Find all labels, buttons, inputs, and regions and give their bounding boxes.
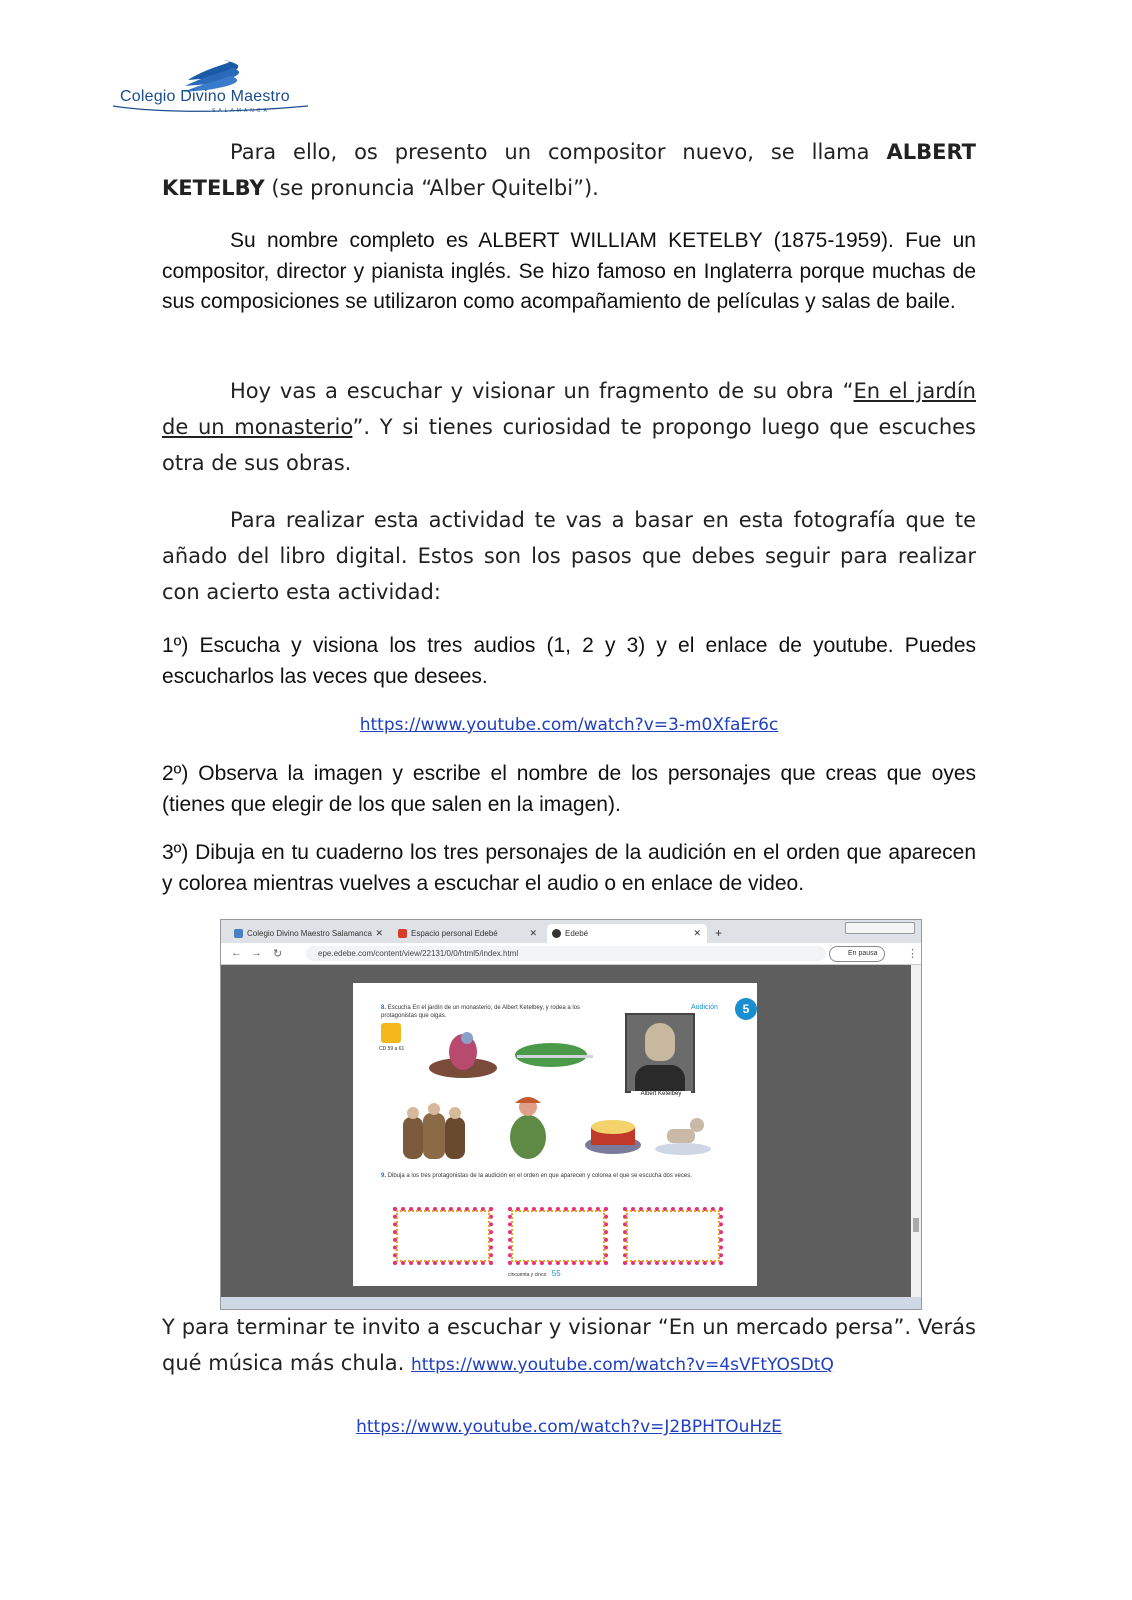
close-icon[interactable]: ✕ xyxy=(375,928,383,938)
photo-caption: Albert Ketelbey xyxy=(631,1091,691,1100)
browser-tab-bar xyxy=(221,920,921,943)
new-tab-button[interactable]: + xyxy=(715,926,723,940)
school-city: SALAMANCA xyxy=(212,108,270,114)
audio-reference: CD 59 a 61 xyxy=(379,1046,405,1052)
composer-photo xyxy=(625,1013,695,1093)
bird-illustration xyxy=(423,1028,499,1080)
flute-illustration xyxy=(513,1041,595,1071)
work-title: En el jardín de un monasterio xyxy=(162,379,976,439)
step-2: 2º) Observa la imagen y escribe el nombre de los personajes que creas que oyes (tienes que elegir de los que salen en la imagen). xyxy=(162,762,976,816)
exercise-8: 8. Escucha En el jardín de un monasterio, de Albert Ketelbey, y rodea a los protagonistas que oigas. xyxy=(381,1005,581,1019)
edebe-icon xyxy=(398,929,407,938)
drawing-frame-2 xyxy=(508,1207,608,1265)
drawing-frame-3 xyxy=(623,1207,723,1265)
monks-illustration xyxy=(393,1103,483,1163)
intro-text-1: Para ello, os presento un compositor nuevo, se llama xyxy=(230,140,887,164)
address-bar xyxy=(221,943,921,965)
closing-paragraph xyxy=(162,1309,976,1383)
taskbar xyxy=(221,1297,921,1309)
listen-text-2: ”. Y si tienes curiosidad te propongo luego que escuches otra de sus obras. xyxy=(162,415,976,475)
window-controls[interactable] xyxy=(845,922,915,934)
exercise-9: 9. Dibuja a los tres protagonistas de la audición en el orden en que aparecen y colorea el que se escucha dos veces. xyxy=(381,1173,692,1179)
url-input[interactable]: epe.edebe.com/content/view/22131/0/0/html5/index.html xyxy=(306,946,826,961)
section-label: Audición xyxy=(691,1004,718,1011)
youtube-link-3[interactable]: https://www.youtube.com/watch?v=J2BPHTOuHzE xyxy=(356,1417,782,1437)
drum-illustration xyxy=(583,1115,643,1155)
intro-paragraph xyxy=(162,134,976,206)
audio-play-icon[interactable] xyxy=(381,1023,401,1043)
school-name: Colegio Divino Maestro xyxy=(120,88,290,105)
close-icon[interactable]: ✕ xyxy=(529,928,537,938)
scrollbar[interactable] xyxy=(911,965,921,1309)
page-footer: cincuenta y cinco 55 xyxy=(508,1269,561,1278)
bio-paragraph: Su nombre completo es ALBERT WILLIAM KETELBY (1875-1959). Fue un compositor, director y pianista inglés. Se hizo famoso en Inglaterra porque muchas de sus composiciones se utilizaron como acompañamiento de películas y salas de baile. xyxy=(162,229,976,313)
composer-name: ALBERT KETELBY xyxy=(162,140,976,200)
tab-colegio[interactable]: Colegio Divino Maestro Salamanca ✕ xyxy=(229,924,389,943)
logo-icon xyxy=(234,929,243,938)
dog-illustration xyxy=(653,1111,713,1155)
activity-intro: Para realizar esta actividad te vas a basar en esta fotografía que te añado del libro digital. Estos son los pasos que debes seguir para realizar con acierto esta actividad: xyxy=(162,508,976,604)
youtube-link-2[interactable]: https://www.youtube.com/watch?v=4sVFtYOSDtQ xyxy=(411,1355,834,1375)
globe-icon xyxy=(552,929,561,938)
drawing-frame-1 xyxy=(393,1207,493,1265)
profile-pause-button[interactable]: En pausa xyxy=(829,946,885,962)
forward-icon[interactable]: → xyxy=(251,947,262,959)
closing-text: Y para terminar te invito a escuchar y visionar “En un mercado persa”. Verás qué música más chula. xyxy=(162,1315,976,1375)
reload-icon[interactable]: ↻ xyxy=(273,948,283,960)
woman-illustration xyxy=(503,1093,553,1163)
step-3: 3º) Dibuja en tu cuaderno los tres personajes de la audición en el orden que aparecen y colorea mientras vuelves a escuchar el audio o en enlace de video. xyxy=(162,841,976,895)
back-icon[interactable]: ← xyxy=(231,947,242,959)
listen-paragraph xyxy=(162,373,976,481)
youtube-link-1[interactable]: https://www.youtube.com/watch?v=3-m0XfaEr6c xyxy=(359,715,779,735)
unit-badge: 5 xyxy=(735,998,757,1020)
step-1: 1º) Escucha y visiona los tres audios (1, 2 y 3) y el enlace de youtube. Puedes escucharlos las veces que desees. xyxy=(162,634,976,688)
tab-espacio[interactable]: Espacio personal Edebé ✕ xyxy=(393,924,543,943)
tab-edebe[interactable]: Edebé ✕ xyxy=(547,924,707,943)
close-icon[interactable]: ✕ xyxy=(693,928,701,938)
textbook-page xyxy=(353,983,757,1286)
browser-screenshot xyxy=(220,919,922,1310)
menu-icon[interactable]: ⋮ xyxy=(907,948,918,960)
listen-text-1: Hoy vas a escuchar y visionar un fragmento de su obra “ xyxy=(230,379,854,403)
intro-text-2: (se pronuncia “Alber Quitelbi”). xyxy=(264,176,599,200)
